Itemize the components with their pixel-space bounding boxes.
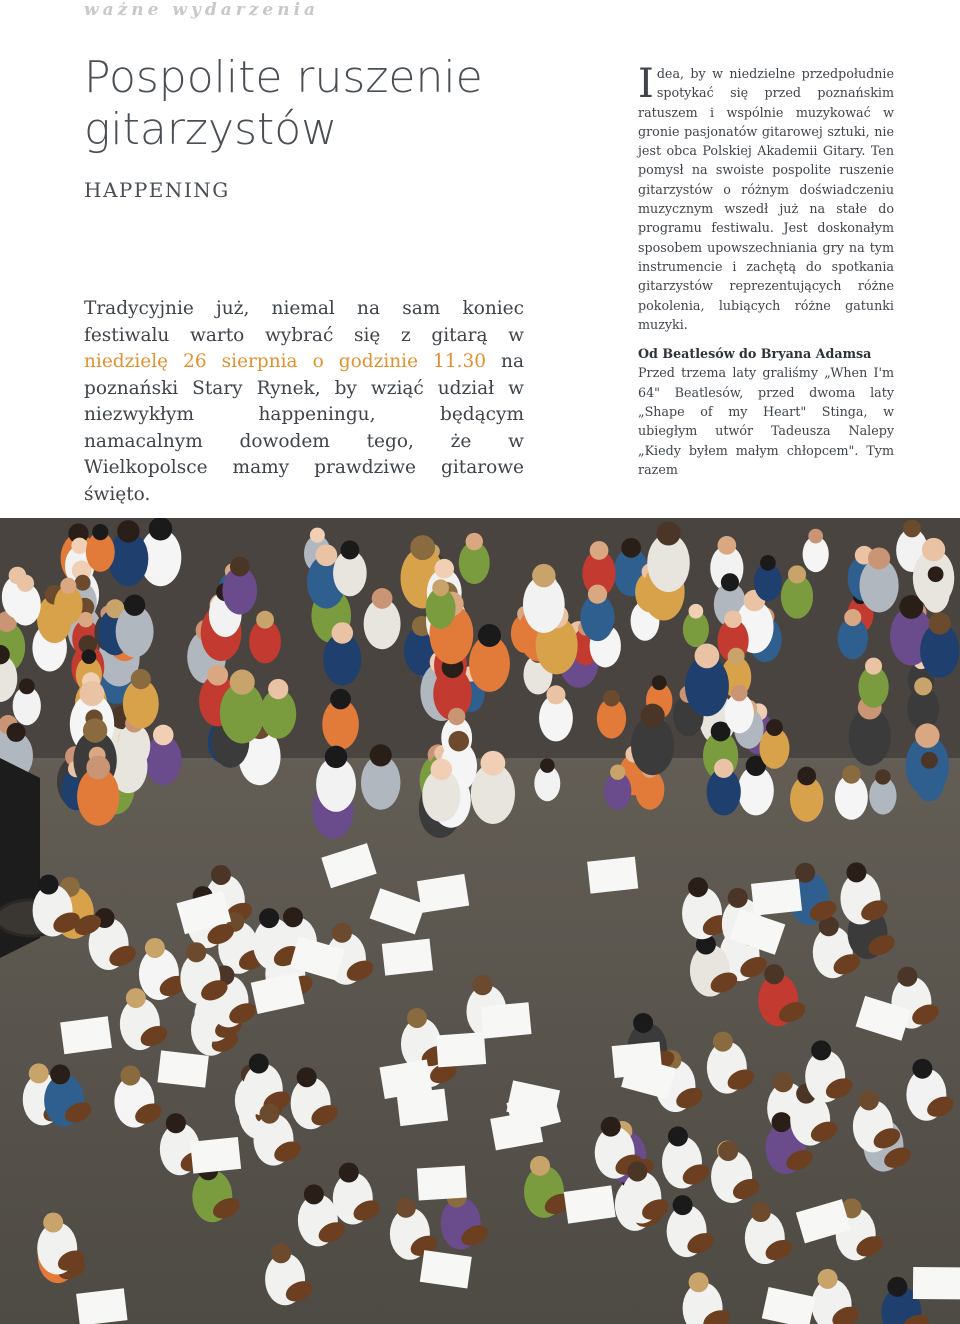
section-kicker: ważne wydarzenia (84, 0, 320, 20)
lead-text-start: Tradycyjnie już, niemal na sam koniec festiwalu warto wybrać się z gitarą w (84, 298, 524, 346)
body-paragraph-1 (638, 61, 894, 334)
body-subheading: Od Beatlesów do Bryana Adamsa (638, 346, 872, 362)
body-paragraph-1-text: dea, by w niedzielne przedpołudnie spotykać się przed poznańskim ratuszem i wspólnie muzykować w gronie pasjonatów gitarowej sztuki, nie jest obca Polskiej Akademii Gitary. Ten pomysł na swoiste pospolite ruszenie gitarzystów o różnym doświadczeniu muzycznym wszedł już na stałe do programu festiwalu. Jest doskonałym sposobem upowszechniania gry na tym instrumencie i zachętą do spotkania gitarzystów reprezentujących różne pokolenia, lubiących różne gatunki muzyki. (638, 66, 894, 332)
article-body-column (638, 61, 894, 479)
article-lead (84, 296, 524, 508)
crowd-photo (0, 518, 960, 1324)
crowd-photo-illustration (0, 518, 960, 1324)
article-title: Pospolite ruszenie gitarzystów (84, 52, 483, 155)
lead-text-end: na poznański Stary Rynek, by wziąć udział w niezwykłym happeningu, będącym namacalnym dowodem tego, że w Wielkopolsce mamy prawdziwe gitarowe święto. (84, 351, 524, 505)
drop-cap: I (638, 61, 654, 107)
body-paragraph-2: Przed trzema laty graliśmy „When I'm 64" Beatlesów, przed dwoma laty „Shape of my Heart" Stinga, w ubiegłym utwór Tadeusza Nalepy „Kiedy byłem małym chłopcem". Tym razem (638, 365, 894, 477)
lead-date-highlight: niedzielę 26 sierpnia o godzinie 11.30 (84, 351, 487, 372)
article-category: HAPPENING (84, 178, 230, 202)
